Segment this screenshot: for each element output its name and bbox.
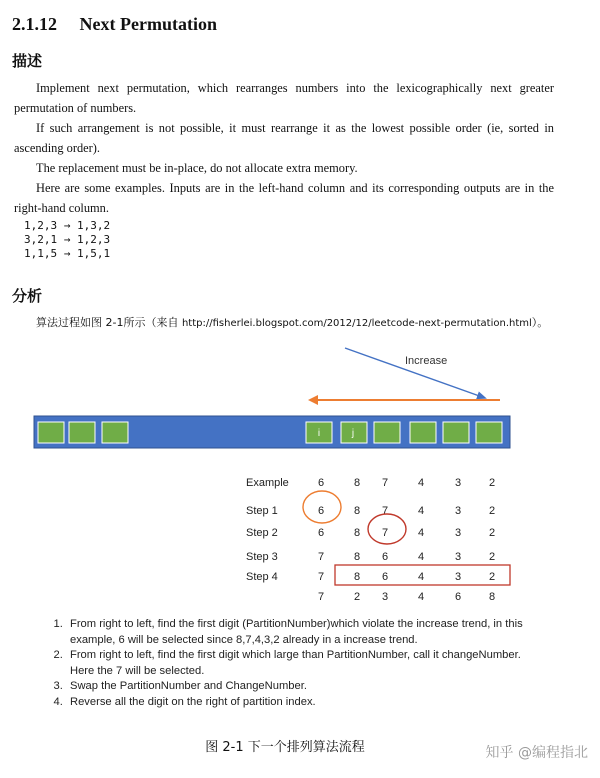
row-label: Step 3 — [246, 551, 278, 563]
describe-heading: 描述 — [12, 52, 43, 70]
array-box — [102, 422, 128, 443]
j-label: j — [351, 428, 355, 439]
watermark: 知乎 @编程指北 — [485, 745, 588, 761]
cell-value: 8 — [353, 571, 361, 583]
example-line: 1,1,5 → 1,5,1 — [24, 247, 111, 260]
figure-caption: 图 2-1 下一个排列算法流程 — [205, 740, 365, 755]
cell-value: 3 — [454, 527, 462, 539]
source-suffix: ）。 — [531, 316, 549, 329]
cell-value: 3 — [454, 505, 462, 517]
cell-value: 2 — [353, 591, 361, 603]
cell-value: 2 — [488, 505, 496, 517]
cell-value: 4 — [417, 505, 425, 517]
cell-value: 2 — [488, 477, 496, 489]
example-line: 1,2,3 → 1,3,2 — [24, 219, 111, 232]
cell-value: 7 — [317, 551, 325, 563]
section-heading — [12, 14, 217, 35]
source-line — [36, 314, 548, 330]
cell-value: 7 — [381, 505, 389, 517]
section-title: Next Permutation — [79, 14, 217, 34]
cell-value: 3 — [381, 591, 389, 603]
paragraph-3: The replacement must be in-place, do not allocate extra memory. — [36, 161, 358, 175]
cell-value: 2 — [488, 571, 496, 583]
step-item: 3. Swap the PartitionNumber and ChangeNumber. — [66, 679, 536, 695]
scan-arrow-head — [308, 395, 318, 405]
example-line: 3,2,1 → 1,2,3 — [24, 233, 111, 246]
row-label: Example — [246, 477, 289, 489]
cell-value: 6 — [317, 505, 325, 517]
cell-value: 6 — [454, 591, 462, 603]
paragraph-1: Implement next permutation, which rearranges numbers into the lexicographically next greater permutation of numbers. — [14, 81, 554, 115]
cell-value: 7 — [381, 477, 389, 489]
analysis-heading: 分析 — [12, 287, 43, 305]
steps-list — [46, 617, 536, 710]
section-number: 2.1.12 — [12, 14, 57, 34]
cell-value: 8 — [353, 505, 361, 517]
permutation-figure — [0, 336, 600, 606]
cell-value: 6 — [381, 551, 389, 563]
row-label: Step 2 — [246, 527, 278, 539]
cell-value: 2 — [488, 527, 496, 539]
cell-value: 7 — [317, 571, 325, 583]
array-box — [38, 422, 64, 443]
cell-value: 6 — [317, 477, 325, 489]
source-url: http://fisherlei.blogspot.com/2012/12/leetcode-next-permutation.html — [181, 318, 532, 329]
cell-value: 7 — [381, 527, 389, 539]
array-box — [410, 422, 436, 443]
cell-value: 8 — [353, 477, 361, 489]
cell-value: 3 — [454, 477, 462, 489]
array-box — [476, 422, 502, 443]
cell-value: 8 — [353, 551, 361, 563]
i-label: i — [317, 428, 321, 439]
row-label: Step 1 — [246, 505, 278, 517]
step-item: 2. From right to left, find the first digit which large than PartitionNumber, call it changeNumber. Here the 7 will be selected. — [66, 648, 536, 679]
cell-value: 7 — [317, 591, 325, 603]
row-label: Step 4 — [246, 571, 278, 583]
cell-value: 3 — [454, 571, 462, 583]
array-box — [69, 422, 95, 443]
steps-table — [246, 477, 495, 603]
cell-value: 3 — [454, 551, 462, 563]
cell-value: 8 — [488, 591, 496, 603]
cell-value: 4 — [417, 527, 425, 539]
cell-value: 4 — [417, 477, 425, 489]
step-item: 4. Reverse all the digit on the right of partition index. — [66, 695, 536, 711]
step-item: 1. From right to left, find the first digit (PartitionNumber)which violate the increase trend, in this example, 6 will be selected since 8,7,4,3,2 already in a increase trend. — [66, 617, 536, 648]
cell-value: 2 — [488, 551, 496, 563]
paragraph-4: Here are some examples. Inputs are in the left-hand column and its corresponding outputs are in the right-hand column. — [14, 181, 554, 215]
cell-value: 8 — [353, 527, 361, 539]
array-box — [374, 422, 400, 443]
cell-value: 6 — [381, 571, 389, 583]
cell-value: 6 — [317, 527, 325, 539]
cell-value: 4 — [417, 571, 425, 583]
cell-value: 4 — [417, 591, 425, 603]
paragraph-2: If such arrangement is not possible, it must rearrange it as the lowest possible order (ie, sorted in ascending order). — [14, 121, 554, 155]
array-box — [443, 422, 469, 443]
examples-block — [24, 219, 110, 261]
increase-label: Increase — [405, 355, 448, 367]
cell-value: 4 — [417, 551, 425, 563]
source-prefix: 算法过程如图 2-1所示（来自 — [36, 316, 182, 329]
